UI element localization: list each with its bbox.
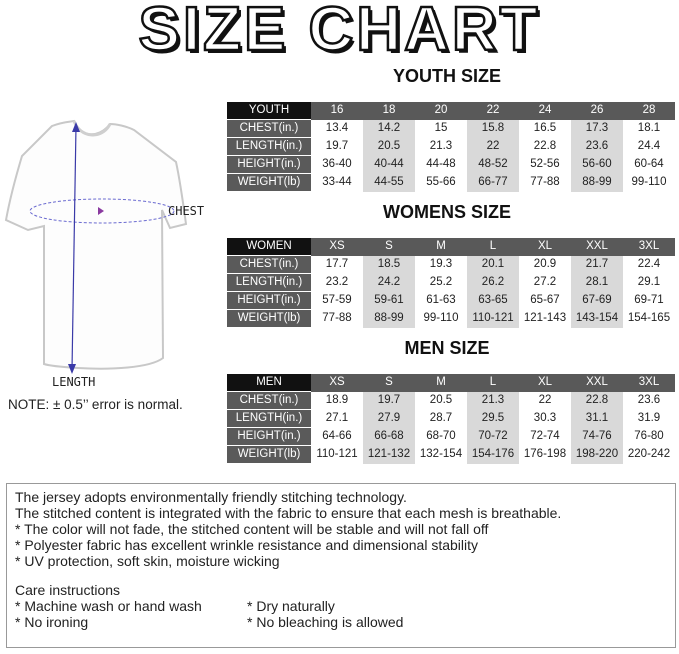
table-cell: 24.4 <box>637 140 661 152</box>
care-item: * No bleaching is allowed <box>247 614 404 630</box>
table-cell: 44-55 <box>363 174 415 192</box>
table-row <box>227 156 675 174</box>
table-cell: 30.3 <box>533 412 557 424</box>
table-cell: 55-66 <box>426 176 456 188</box>
table-cell: 23.6 <box>637 394 661 406</box>
measurement-label: CHEST(in.) <box>227 256 311 274</box>
table-cell: 21.7 <box>571 256 623 274</box>
size-column-header: 20 <box>415 102 467 120</box>
table-cell: 44-48 <box>426 158 456 170</box>
table-cell: 88-99 <box>571 174 623 192</box>
measurement-label: LENGTH(in.) <box>227 138 311 156</box>
table-cell: 67-69 <box>571 292 623 310</box>
table-cell: 52-56 <box>530 158 560 170</box>
table-cell: 28.1 <box>571 274 623 292</box>
table-cell: 36-40 <box>322 158 352 170</box>
size-column-header: 3XL <box>623 374 675 392</box>
table-cell: 220-242 <box>627 448 671 460</box>
page-title: SIZE CHART <box>138 0 541 64</box>
size-column-header: M <box>415 238 467 256</box>
measurement-label: LENGTH(in.) <box>227 410 311 428</box>
table-cell: 27.1 <box>325 412 349 424</box>
measurement-label: HEIGHT(in.) <box>227 156 311 174</box>
table-cell: 18.5 <box>363 256 415 274</box>
size-column-header: XL <box>519 374 571 392</box>
table-header-row <box>227 374 675 392</box>
measurement-label: WEIGHT(lb) <box>227 310 311 328</box>
table-cell: 18.1 <box>637 122 661 134</box>
tshirt-outline-icon <box>6 121 186 369</box>
table-cell: 88-99 <box>363 310 415 328</box>
size-column-header: 24 <box>519 102 571 120</box>
table-cell: 19.7 <box>325 140 349 152</box>
measurement-label: LENGTH(in.) <box>227 274 311 292</box>
size-column-header: XXL <box>571 238 623 256</box>
table-cell: 14.2 <box>363 120 415 138</box>
care-item: * Dry naturally <box>247 598 335 614</box>
table-cell: 26.2 <box>467 274 519 292</box>
table-cell: 64-66 <box>322 430 352 442</box>
table-cell: 29.5 <box>467 410 519 428</box>
men-size-table <box>227 374 675 464</box>
info-line: * UV protection, soft skin, moisture wicking <box>15 553 280 569</box>
table-cell: 56-60 <box>571 156 623 174</box>
table-cell: 121-143 <box>523 312 567 324</box>
info-line: The jersey adopts environmentally friendly stitching technology. <box>15 489 407 505</box>
table-corner-label: WOMEN <box>227 238 311 256</box>
table-cell: 20.5 <box>429 394 453 406</box>
table-cell: 110-121 <box>467 310 519 328</box>
table-cell: 110-121 <box>316 448 358 460</box>
table-cell: 17.3 <box>571 120 623 138</box>
table-cell: 99-110 <box>423 312 459 324</box>
table-cell: 20.5 <box>363 138 415 156</box>
table-row <box>227 392 675 410</box>
size-column-header: 26 <box>571 102 623 120</box>
table-cell: 24.2 <box>363 274 415 292</box>
youth-size-table <box>227 102 675 192</box>
table-header-row <box>227 102 675 120</box>
table-row <box>227 446 675 464</box>
table-cell: 21.3 <box>467 392 519 410</box>
table-cell: 15.8 <box>467 120 519 138</box>
table-cell: 99-110 <box>631 176 667 188</box>
table-cell: 121-132 <box>363 446 415 464</box>
size-column-header: XS <box>311 374 363 392</box>
size-column-header: S <box>363 238 415 256</box>
size-column-header: L <box>467 374 519 392</box>
table-cell: 18.9 <box>325 394 349 406</box>
table-cell: 59-61 <box>363 292 415 310</box>
table-cell: 22.4 <box>637 258 661 270</box>
table-cell: 66-77 <box>467 174 519 192</box>
table-cell: 22.8 <box>571 392 623 410</box>
table-cell: 20.1 <box>467 256 519 274</box>
table-row <box>227 410 675 428</box>
product-info-box <box>6 483 676 648</box>
table-cell: 76-80 <box>634 430 664 442</box>
measurement-label: WEIGHT(lb) <box>227 446 311 464</box>
table-cell: 29.1 <box>637 276 661 288</box>
table-cell: 69-71 <box>634 294 664 306</box>
table-cell: 61-63 <box>426 294 456 306</box>
size-column-header: 16 <box>311 102 363 120</box>
care-title: Care instructions <box>15 582 121 598</box>
measurement-label: WEIGHT(lb) <box>227 174 311 192</box>
table-cell: 60-64 <box>634 158 664 170</box>
table-cell: 57-59 <box>322 294 352 306</box>
table-row <box>227 138 675 156</box>
table-cell: 19.3 <box>429 258 453 270</box>
table-cell: 40-44 <box>363 156 415 174</box>
table-cell: 154-176 <box>467 446 519 464</box>
size-column-header: L <box>467 238 519 256</box>
table-row <box>227 292 675 310</box>
table-cell: 63-65 <box>467 292 519 310</box>
table-cell: 33-44 <box>322 176 352 188</box>
table-cell: 19.7 <box>363 392 415 410</box>
table-row <box>227 310 675 328</box>
table-cell: 13.4 <box>325 122 349 134</box>
table-cell: 27.9 <box>363 410 415 428</box>
table-cell: 74-76 <box>571 428 623 446</box>
care-item: * Machine wash or hand wash <box>15 598 202 614</box>
table-cell: 31.9 <box>637 412 661 424</box>
table-cell: 22 <box>538 394 552 406</box>
table-cell: 23.6 <box>571 138 623 156</box>
table-cell: 65-67 <box>530 294 560 306</box>
info-line: The stitched content is integrated with the fabric to ensure that each mesh is breathable. <box>15 505 562 521</box>
table-cell: 25.2 <box>429 276 453 288</box>
table-row <box>227 428 675 446</box>
table-cell: 17.7 <box>325 258 349 270</box>
size-column-header: 3XL <box>623 238 675 256</box>
table-cell: 15 <box>434 122 448 134</box>
table-cell: 68-70 <box>426 430 456 442</box>
table-cell: 77-88 <box>322 312 352 324</box>
measurement-label: CHEST(in.) <box>227 120 311 138</box>
womens-size-table <box>227 238 675 328</box>
size-column-header: 18 <box>363 102 415 120</box>
table-cell: 154-165 <box>627 312 671 324</box>
table-cell: 132-154 <box>419 448 463 460</box>
measurement-label: CHEST(in.) <box>227 392 311 410</box>
table-row <box>227 120 675 138</box>
table-cell: 22.8 <box>533 140 557 152</box>
size-column-header: 22 <box>467 102 519 120</box>
measurement-label: HEIGHT(in.) <box>227 428 311 446</box>
care-item: * No ironing <box>15 614 89 630</box>
table-cell: 198-220 <box>571 446 623 464</box>
size-column-header: XL <box>519 238 571 256</box>
table-cell: 77-88 <box>530 176 560 188</box>
info-line: * Polyester fabric has excellent wrinkle resistance and dimensional stability <box>15 537 478 553</box>
size-column-header: 28 <box>623 102 675 120</box>
womens-size-heading: WOMENS SIZE <box>382 202 511 222</box>
error-note: NOTE: ± 0.5’’ error is normal. <box>8 397 183 412</box>
info-line: * The color will not fade, the stitched content will be stable and will not fall off <box>15 521 489 537</box>
table-cell: 66-68 <box>363 428 415 446</box>
table-cell: 48-52 <box>467 156 519 174</box>
table-cell: 21.3 <box>429 140 453 152</box>
size-column-header: XS <box>311 238 363 256</box>
table-cell: 176-198 <box>523 448 567 460</box>
table-row <box>227 256 675 274</box>
table-row <box>227 174 675 192</box>
table-cell: 20.9 <box>533 258 557 270</box>
table-cell: 72-74 <box>530 430 560 442</box>
youth-size-heading: YOUTH SIZE <box>392 66 501 86</box>
size-column-header: S <box>363 374 415 392</box>
size-column-header: XXL <box>571 374 623 392</box>
table-cell: 28.7 <box>429 412 453 424</box>
table-cell: 27.2 <box>533 276 557 288</box>
men-size-heading: MEN SIZE <box>404 338 490 358</box>
table-corner-label: YOUTH <box>227 102 311 120</box>
size-column-header: M <box>415 374 467 392</box>
table-cell: 22 <box>467 138 519 156</box>
table-cell: 70-72 <box>467 428 519 446</box>
chest-label: CHEST <box>168 204 205 218</box>
measurement-label: HEIGHT(in.) <box>227 292 311 310</box>
table-corner-label: MEN <box>227 374 311 392</box>
tshirt-diagram <box>0 118 225 393</box>
table-header-row <box>227 238 675 256</box>
table-cell: 23.2 <box>325 276 349 288</box>
table-cell: 143-154 <box>571 310 623 328</box>
table-cell: 31.1 <box>571 410 623 428</box>
table-row <box>227 274 675 292</box>
table-cell: 16.5 <box>533 122 557 134</box>
length-label: LENGTH <box>52 375 96 389</box>
